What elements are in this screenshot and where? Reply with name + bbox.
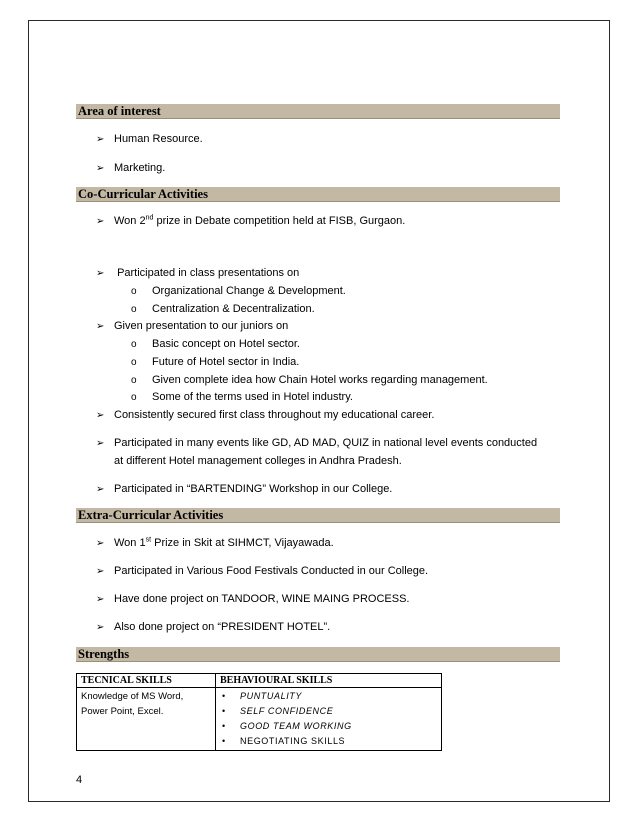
bullet-icon: •: [222, 736, 226, 746]
list-item: • PUNTUALITY: [222, 689, 437, 704]
section-heading-cocurricular: Co-Curricular Activities: [76, 187, 560, 202]
list-item: ➢ Human Resource.: [96, 133, 203, 145]
list-item: ➢ Have done project on TANDOOR, WINE MAING PROCESS.: [96, 593, 410, 605]
sub-list-item: o Given complete idea how Chain Hotel works regarding management.: [131, 374, 488, 386]
bullet-icon: •: [222, 706, 226, 716]
arrow-bullet-icon: ➢: [96, 163, 105, 174]
bullet-icon: •: [222, 691, 226, 701]
sub-list-item: o Some of the terms used in Hotel industry.: [131, 391, 353, 403]
column-header-technical: TECNICAL SKILLS: [77, 674, 216, 688]
section-heading-strengths: Strengths: [76, 647, 560, 662]
list-item: ➢ Won 1st Prize in Skit at SIHMCT, Vijayawada.: [96, 536, 334, 549]
circle-bullet-icon: o: [131, 286, 137, 297]
list-item: • SELF CONFIDENCE: [222, 704, 437, 719]
technical-skill-line: Knowledge of MS Word,: [81, 691, 184, 702]
arrow-bullet-icon: ➢: [96, 321, 105, 332]
sub-list-item: o Organizational Change & Development.: [131, 285, 346, 297]
skills-table: [76, 673, 442, 751]
technical-skill-line: Power Point, Excel.: [81, 706, 164, 717]
list-item: ➢ Also done project on “PRESIDENT HOTEL”.: [96, 621, 331, 633]
circle-bullet-icon: o: [131, 339, 137, 350]
arrow-bullet-icon: ➢: [96, 216, 105, 227]
sub-list-item: o Centralization & Decentralization.: [131, 303, 315, 315]
sub-list-item: o Future of Hotel sector in India.: [131, 356, 300, 368]
list-item: ➢ Won 2nd prize in Debate competition held at FISB, Gurgaon.: [96, 214, 406, 227]
sub-list-item: o Basic concept on Hotel sector.: [131, 338, 300, 350]
list-item: ➢ Participated in class presentations on: [96, 267, 300, 279]
list-item: ➢ Participated in many events like GD, AD MAD, QUIZ in national level events conducted: [96, 437, 538, 449]
page-number: 4: [76, 774, 83, 786]
arrow-bullet-icon: ➢: [96, 538, 105, 549]
circle-bullet-icon: o: [131, 357, 137, 368]
arrow-bullet-icon: ➢: [96, 268, 105, 279]
bullet-icon: •: [222, 721, 226, 731]
list-item-continuation: at different Hotel management colleges in Andhra Pradesh.: [114, 455, 402, 467]
list-item: ➢ Participated in Various Food Festivals Conducted in our College.: [96, 565, 429, 577]
table-row: [77, 688, 442, 751]
list-item: ➢ Consistently secured first class throughout my educational career.: [96, 409, 435, 421]
behavioural-skills-list: [222, 689, 437, 749]
table-header-row: [77, 674, 442, 688]
list-item: ➢ Given presentation to our juniors on: [96, 320, 289, 332]
column-header-behavioural: BEHAVIOURAL SKILLS: [216, 674, 442, 688]
circle-bullet-icon: o: [131, 392, 137, 403]
list-item: ➢ Participated in “BARTENDING” Workshop in our College.: [96, 483, 393, 495]
arrow-bullet-icon: ➢: [96, 622, 105, 633]
circle-bullet-icon: o: [131, 375, 137, 386]
arrow-bullet-icon: ➢: [96, 438, 105, 449]
list-item: ➢ Marketing.: [96, 162, 166, 174]
arrow-bullet-icon: ➢: [96, 410, 105, 421]
section-heading-extracurricular: Extra-Curricular Activities: [76, 508, 560, 523]
list-item: • NEGOTIATING SKILLS: [222, 734, 437, 749]
arrow-bullet-icon: ➢: [96, 484, 105, 495]
arrow-bullet-icon: ➢: [96, 134, 105, 145]
list-item: • GOOD TEAM WORKING: [222, 719, 437, 734]
arrow-bullet-icon: ➢: [96, 594, 105, 605]
circle-bullet-icon: o: [131, 304, 137, 315]
section-heading-interest: Area of interest: [76, 104, 560, 119]
arrow-bullet-icon: ➢: [96, 566, 105, 577]
behavioural-skills-cell: [216, 688, 442, 751]
technical-skills-cell: [77, 688, 216, 751]
